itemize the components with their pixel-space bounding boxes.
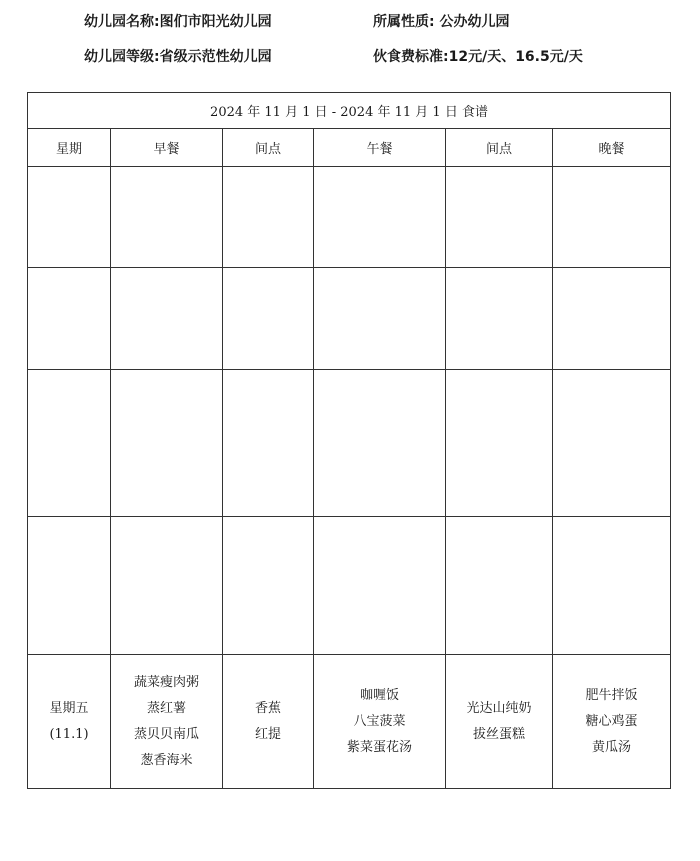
table-cell bbox=[446, 370, 553, 517]
table-header-row bbox=[28, 129, 671, 167]
menu-item: 蒸红薯 bbox=[146, 700, 186, 716]
kindergarten-name: 幼儿园名称:图们市阳光幼儿园 bbox=[84, 14, 272, 30]
table-cell bbox=[553, 167, 671, 268]
table-row-empty bbox=[28, 167, 671, 268]
table-cell bbox=[314, 268, 446, 370]
menu-item: 肥牛拌饭 bbox=[585, 687, 638, 703]
table-row-friday bbox=[28, 655, 671, 789]
snack-afternoon-cell bbox=[446, 655, 553, 789]
table-cell bbox=[28, 268, 111, 370]
table-cell bbox=[223, 268, 314, 370]
menu-item: 糖心鸡蛋 bbox=[585, 713, 638, 729]
menu-item: 蒸贝贝南瓜 bbox=[133, 726, 199, 742]
lunch-cell bbox=[314, 655, 446, 789]
table-cell bbox=[553, 370, 671, 517]
menu-item: 咖喱饭 bbox=[359, 687, 399, 703]
dinner-cell bbox=[553, 655, 671, 789]
menu-item: 光达山纯奶 bbox=[466, 700, 532, 716]
table-title-row bbox=[28, 93, 671, 129]
table-cell bbox=[553, 268, 671, 370]
breakfast-cell bbox=[111, 655, 223, 789]
table-cell bbox=[446, 167, 553, 268]
table-cell bbox=[314, 517, 446, 655]
ownership-nature: 所属性质: 公办幼儿园 bbox=[373, 14, 510, 30]
table-cell bbox=[314, 370, 446, 517]
table-cell bbox=[111, 517, 223, 655]
table-cell bbox=[553, 517, 671, 655]
kindergarten-level: 幼儿园等级:省级示范性幼儿园 bbox=[84, 49, 272, 65]
table-cell bbox=[446, 517, 553, 655]
column-header-lunch: 午餐 bbox=[314, 129, 446, 167]
table-cell bbox=[223, 370, 314, 517]
menu-item: 香蕉 bbox=[254, 700, 281, 716]
menu-item: 红提 bbox=[254, 726, 281, 742]
menu-item: 紫菜蛋花汤 bbox=[346, 739, 412, 755]
menu-item: 葱香海米 bbox=[140, 752, 193, 768]
menu-item: 拔丝蛋糕 bbox=[472, 726, 525, 742]
meal-fee-standard: 伙食费标准:12元/天、16.5元/天 bbox=[373, 49, 583, 65]
menu-item: 蔬菜瘦肉粥 bbox=[133, 674, 199, 690]
table-cell bbox=[28, 517, 111, 655]
menu-item: 八宝菠菜 bbox=[353, 713, 406, 729]
table-row-empty bbox=[28, 370, 671, 517]
table-cell bbox=[223, 517, 314, 655]
table-cell bbox=[111, 268, 223, 370]
snack-morning-cell bbox=[223, 655, 314, 789]
table-cell bbox=[28, 167, 111, 268]
menu-title: 2024 年 11 月 1 日 - 2024 年 11 月 1 日 食谱 bbox=[28, 93, 671, 129]
table-cell bbox=[28, 370, 111, 517]
table-cell bbox=[446, 268, 553, 370]
table-cell bbox=[223, 167, 314, 268]
table-cell bbox=[111, 370, 223, 517]
column-header-dinner: 晚餐 bbox=[553, 129, 671, 167]
menu-item: 黄瓜汤 bbox=[592, 739, 632, 755]
weekday-date: (11.1) bbox=[49, 726, 89, 742]
column-header-snack-afternoon: 间点 bbox=[446, 129, 553, 167]
table-cell bbox=[314, 167, 446, 268]
table-row-empty bbox=[28, 268, 671, 370]
weekday-label: 星期五 bbox=[49, 700, 89, 716]
table-row-empty bbox=[28, 517, 671, 655]
weekday-cell bbox=[28, 655, 111, 789]
table-cell bbox=[111, 167, 223, 268]
column-header-snack-morning: 间点 bbox=[223, 129, 314, 167]
weekly-menu-table bbox=[27, 92, 671, 789]
column-header-breakfast: 早餐 bbox=[111, 129, 223, 167]
column-header-weekday: 星期 bbox=[28, 129, 111, 167]
